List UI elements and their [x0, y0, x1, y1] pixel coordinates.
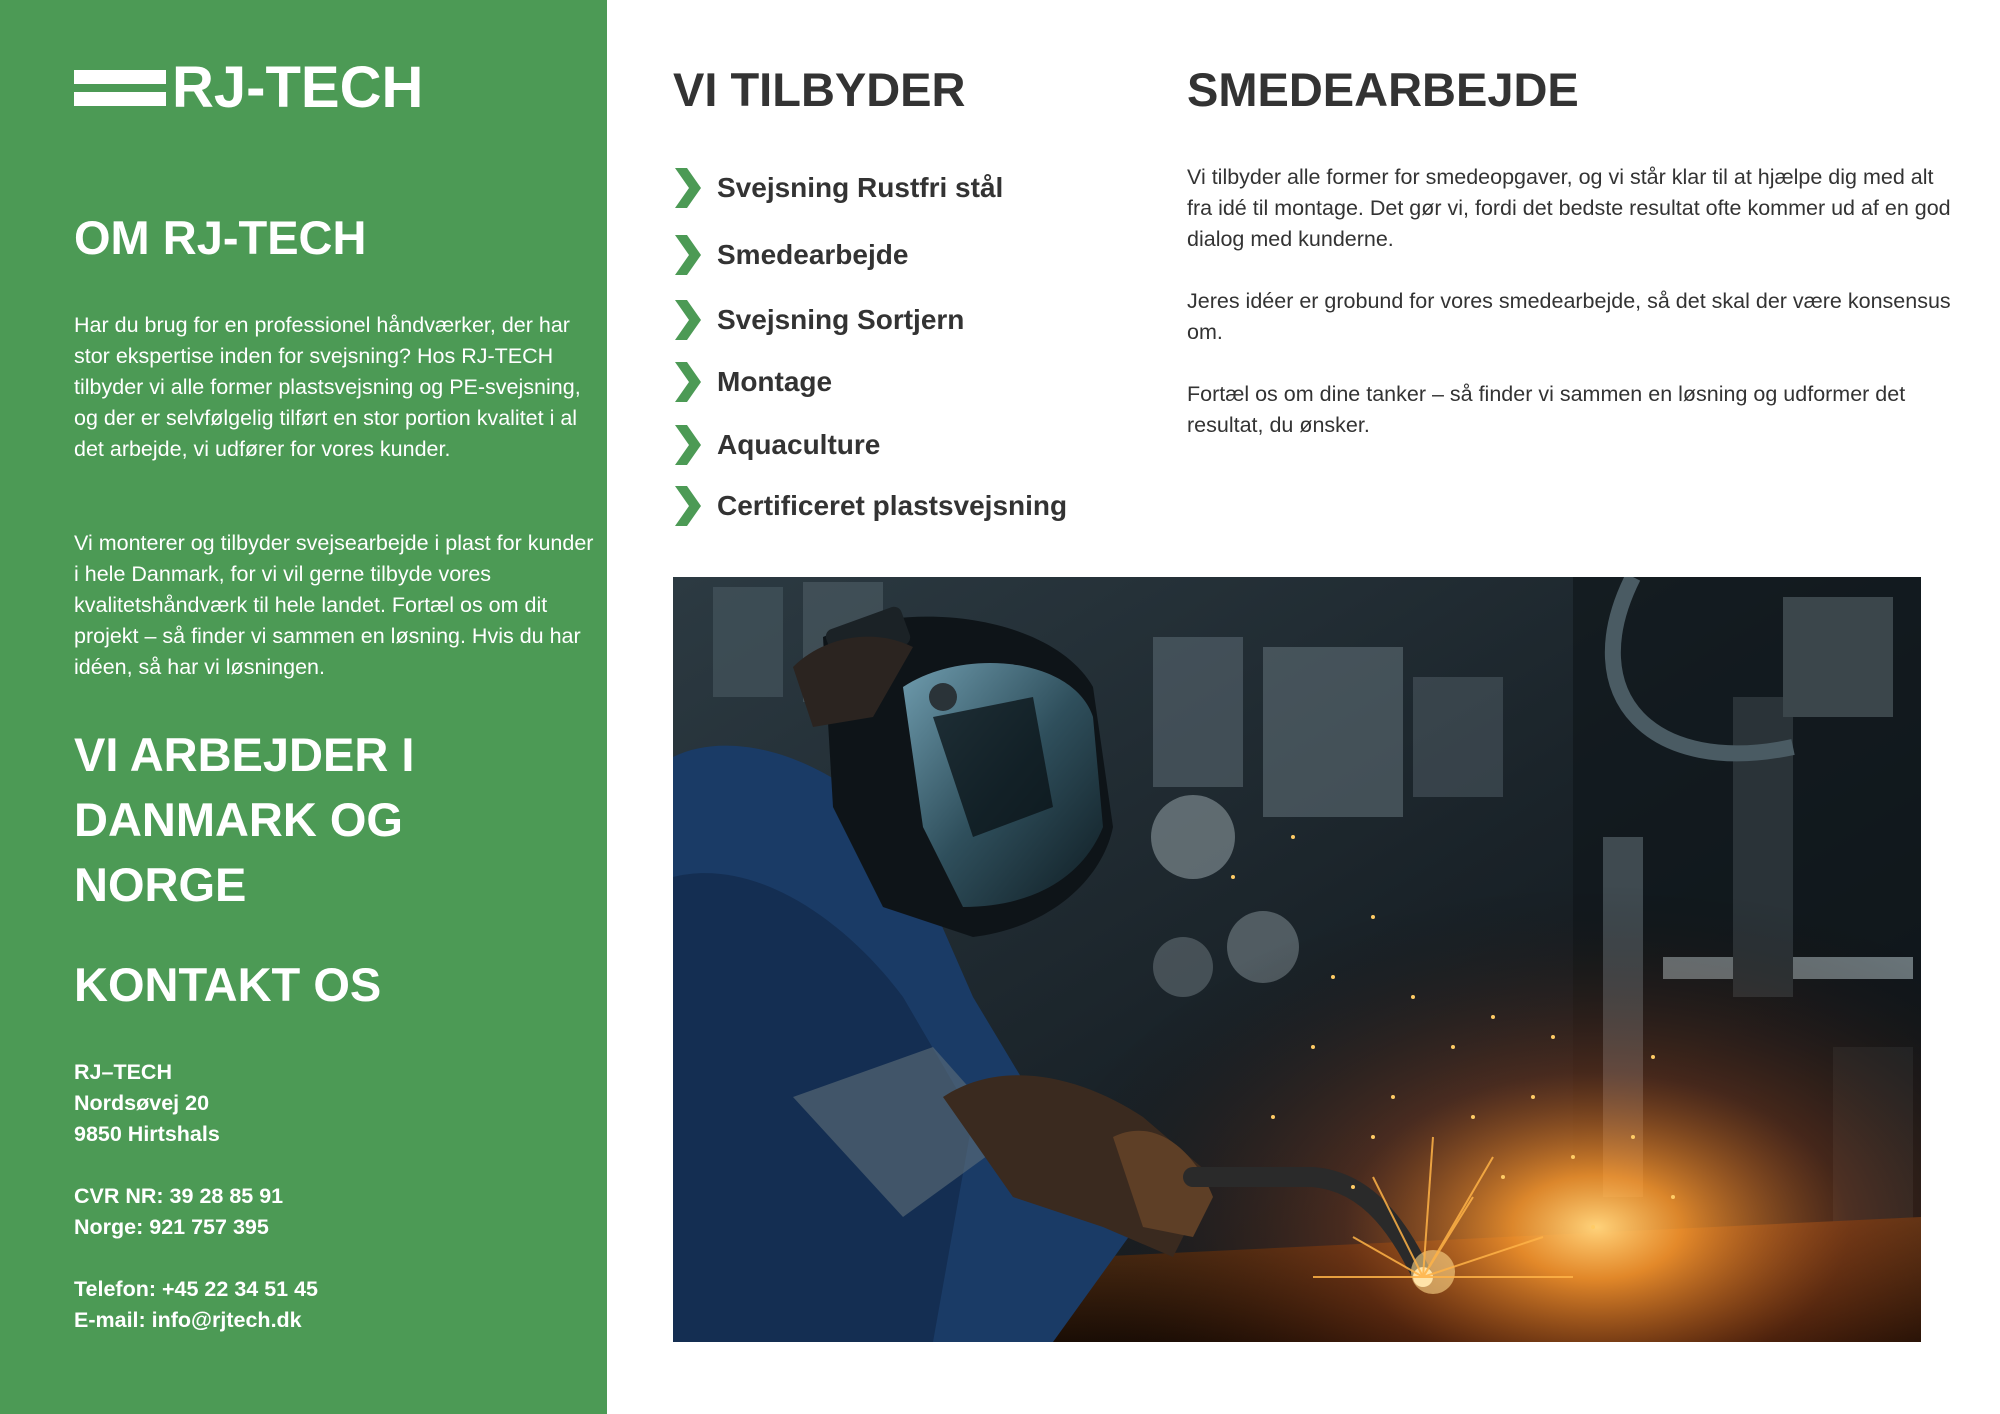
- smithing-heading: SMEDEARBEJDE: [1187, 63, 1579, 116]
- contact-heading: KONTAKT OS: [74, 958, 382, 1011]
- chevron-right-icon: [673, 168, 701, 208]
- service-item: [673, 425, 880, 465]
- rj-tech-logo: [74, 55, 424, 120]
- service-label: Montage: [717, 366, 833, 397]
- welder-photo: [673, 577, 1921, 1342]
- service-label: Certificeret plastsvejsning: [717, 490, 1068, 521]
- about-heading: OM RJ-TECH: [74, 211, 367, 264]
- services-heading: VI TILBYDER: [673, 63, 966, 116]
- contact-street: Nordsøvej 20: [74, 1091, 210, 1115]
- contact-phone: Telefon: +45 22 34 51 45: [74, 1277, 319, 1301]
- contact-company: RJ–TECH: [74, 1060, 172, 1084]
- smithing-paragraph-3: Fortæl os om dine tanker – så finder vi sammen en løsning og udformer det resultat, du ønsker.: [1187, 382, 1906, 437]
- about-paragraph-2: Vi monterer og tilbyder svejsearbejde i plast for kunder i hele Danmark, for vi vil gerne tilbyde vores kvalitetshåndværk til hele landet. Fortæl os om dit projekt – så finder vi sammen en løsning. Hvis du har idéen, så har vi løsningen.: [74, 531, 594, 679]
- chevron-right-icon: [673, 425, 701, 465]
- coverage-heading: [74, 722, 414, 917]
- contact-block: [74, 1057, 574, 1336]
- smithing-paragraph-1: Vi tilbyder alle former for smedeopgaver, og vi står klar til at hjælpe dig med alt fra idé til montage. Det gør vi, fordi det bedste resultat ofte kommer ud af en god dialog med kunderne.: [1187, 165, 1951, 251]
- coverage-heading-line: NORGE: [74, 858, 247, 911]
- smithing-paragraph-2: Jeres idéer er grobund for vores smedearbejde, så det skal der være konsensus om.: [1187, 289, 1951, 344]
- chevron-right-icon: [673, 486, 701, 526]
- welder-illustration: [673, 577, 1921, 1342]
- contact-norway: Norge: 921 757 395: [74, 1215, 269, 1239]
- coverage-heading-line: DANMARK OG: [74, 793, 403, 846]
- service-item: [673, 362, 832, 402]
- contact-city: 9850 Hirtshals: [74, 1122, 220, 1146]
- service-label: Svejsning Sortjern: [717, 304, 965, 335]
- coverage-heading-line: VI ARBEJDER I: [74, 728, 415, 781]
- logo-text: RJ-TECH: [172, 55, 424, 120]
- service-item: [673, 300, 964, 340]
- service-label: Smedearbejde: [717, 239, 909, 270]
- service-label: Aquaculture: [717, 429, 881, 460]
- service-item: [673, 235, 908, 275]
- service-item: [673, 486, 1067, 526]
- service-label: Svejsning Rustfri stål: [717, 172, 1004, 203]
- service-item: [673, 168, 1003, 208]
- sidebar: [0, 0, 607, 1414]
- chevron-right-icon: [673, 300, 701, 340]
- contact-email[interactable]: E-mail: info@rjtech.dk: [74, 1308, 302, 1332]
- logo-bars-icon: [74, 66, 166, 110]
- chevron-right-icon: [673, 235, 701, 275]
- about-paragraph-1: Har du brug for en professionel håndværker, der har stor ekspertise inden for svejsning? Hos RJ-TECH tilbyder vi alle former plastsvejsning og PE-svejsning, og der er selvfølgelig tilført en stor portion kvalitet i al det arbejde, vi udfører for vores kunder.: [74, 313, 581, 461]
- contact-cvr: CVR NR: 39 28 85 91: [74, 1184, 284, 1208]
- chevron-right-icon: [673, 362, 701, 402]
